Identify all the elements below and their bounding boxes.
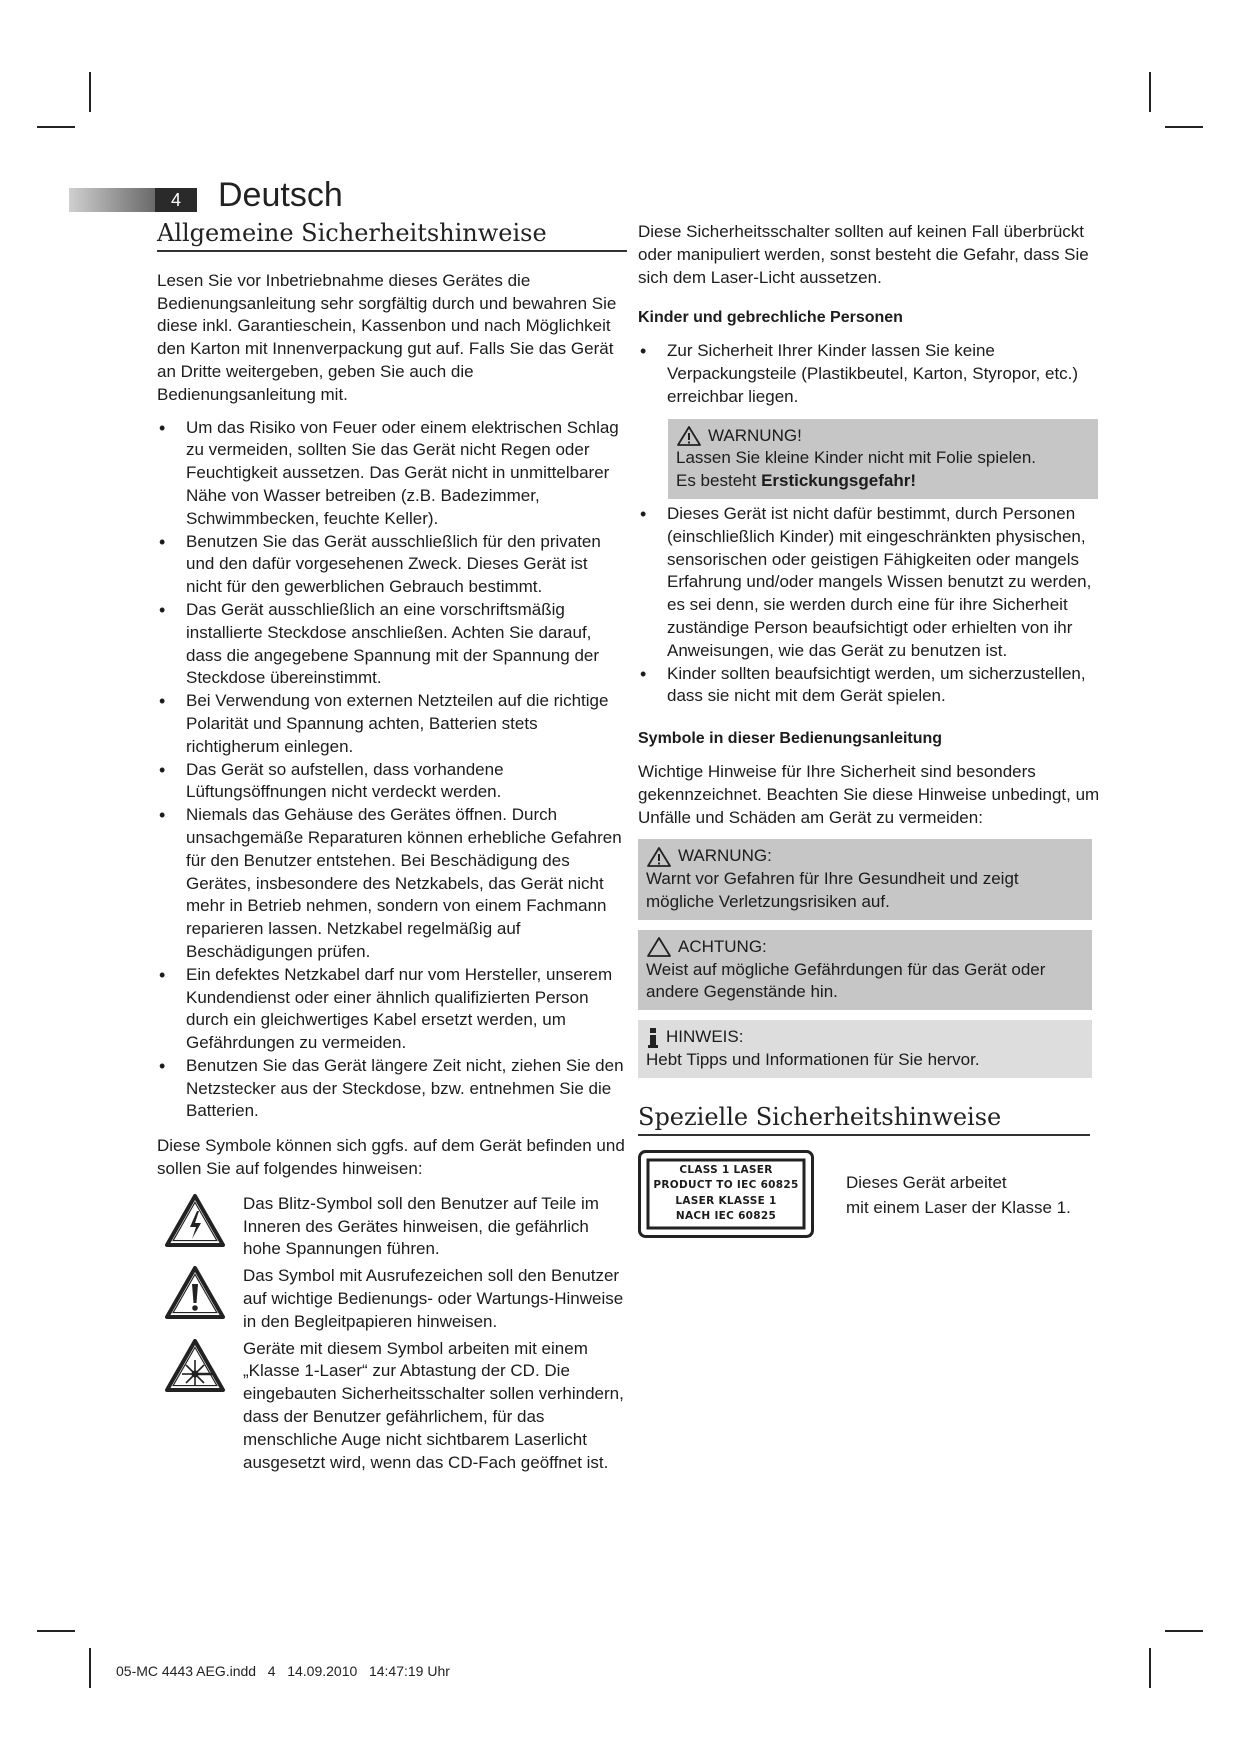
crop-mark: [1165, 1630, 1203, 1632]
warning-line1: Lassen Sie kleine Kinder nicht mit Folie spielen.: [676, 448, 1037, 468]
list-item: • Das Gerät ausschließlich an eine vorschriftsmäßig installierte Steckdose anschließen. Achten Sie darauf, dass die angegebene Spannung mit der Spannung der Steckdose übereinstimmt.: [157, 599, 627, 690]
crop-mark: [1165, 126, 1203, 128]
crop-mark: [37, 1630, 75, 1632]
legend-warning-title: [646, 845, 1084, 868]
warning-title-text: WARNUNG!: [708, 425, 802, 445]
info-icon: [646, 1027, 660, 1049]
legend-caution-title-text: ACHTUNG:: [678, 936, 767, 956]
laser-row: [638, 1150, 1108, 1238]
children-heading: Kinder und gebrechliche Personen: [638, 309, 903, 327]
legend-warning-text: Warnt vor Gefahren für Ihre Gesundheit und zeigt mögliche Verletzungsrisiken auf.: [646, 869, 1019, 911]
warning-line2-prefix: Es besteht: [676, 471, 762, 491]
list-item: • Dieses Gerät ist nicht dafür bestimmt, durch Personen (einschließlich Kinder) mit eingeschränkten physischen, sensorischen oder geistigen Fähigkeiten oder mangels Erfahrung und/oder mangels Wissen benutzt zu werden, es sei denn, sie werden durch eine für ihre Sicherheit zuständige Person beaufsichtigt oder erhielten von ihr Anweisungen, wie das Gerät zu benutzen ist.: [638, 503, 1108, 663]
crop-mark: [1149, 1648, 1151, 1688]
crop-mark: [89, 72, 91, 112]
exclamation-warning-icon: [157, 1265, 233, 1321]
list-item: • Benutzen Sie das Gerät ausschließlich für den privaten und den dafür vorgesehenen Zweck. Dieses Gerät ist nicht für den gewerblichen Gebrauch bestimmt.: [157, 531, 627, 599]
symbols-paragraph: Wichtige Hinweise für Ihre Sicherheit sind besonders gekennzeichnet. Beachten Sie diese Hinweise unbedingt, um Unfälle und Schäden am Gerät zu vermeiden:: [638, 761, 1100, 827]
legend-note-box: [638, 1020, 1092, 1078]
list-item: • Bei Verwendung von externen Netzteilen auf die richtige Polarität und Spannung achten, Batterien stets richtigherum einlegen.: [157, 690, 627, 758]
warning-triangle-icon: [646, 846, 672, 868]
special-safety-heading: Spezielle Sicherheitshinweise: [638, 1104, 1090, 1136]
list-item: • Ein defektes Netzkabel darf nur vom Hersteller, unserem Kundendienst oder einer ähnlich qualifizierten Person durch ein gleichwertiges Kabel ersetzt werden, um Gefährdungen zu vermeiden.: [157, 964, 627, 1055]
list-item: • Kinder sollten beaufsichtigt werden, um sicherzustellen, dass sie nicht mit dem Gerät spielen.: [638, 663, 1108, 709]
legend-warning-box: [638, 839, 1092, 919]
list-item: • Benutzen Sie das Gerät längere Zeit nicht, ziehen Sie den Netzstecker aus der Steckdose, bzw. entnehmen Sie die Batterien.: [157, 1055, 627, 1123]
lightning-warning-icon: [157, 1193, 233, 1249]
laser-text-line1: Dieses Gerät arbeitet: [846, 1172, 1007, 1192]
language-title: Deutsch: [218, 176, 343, 214]
intro-paragraph: Lesen Sie vor Inbetriebnahme dieses Gerätes die Bedienungsanleitung sehr sorgfältig durch und bewahren Sie diese inkl. Garantieschein, Kassenbon und nach Möglichkeit den Karton mit Innenverpackung gut auf. Falls Sie das Gerät an Dritte weitergeben, geben Sie auch die Bedienungsanleitung mit.: [157, 270, 617, 404]
laser-warning-icon: [157, 1338, 233, 1394]
legend-note-text: Hebt Tipps und Informationen für Sie hervor.: [646, 1049, 980, 1069]
children-list: [638, 340, 1108, 408]
laser-text-line2: mit einem Laser der Klasse 1.: [846, 1197, 1071, 1217]
laser-label-line2: PRODUCT TO IEC 60825: [653, 1179, 799, 1191]
page-number: 4: [155, 188, 197, 212]
list-item: • Das Gerät so aufstellen, dass vorhandene Lüftungsöffnungen nicht verdeckt werden.: [157, 759, 627, 805]
crop-mark: [1149, 72, 1151, 112]
symbol-text: Das Blitz-Symbol soll den Benutzer auf Teile im Inneren des Gerätes hinweisen, die gefährlich hohe Spannungen führen.: [243, 1193, 599, 1259]
crop-mark: [37, 126, 75, 128]
laser-label-line3: LASER KLASSE 1: [675, 1194, 777, 1207]
symbol-text: Das Symbol mit Ausrufezeichen soll den Benutzer auf wichtige Bedienungs- oder Wartungs-Hinweise in den Begleitpapieren hinweisen.: [243, 1266, 624, 1331]
legend-note-title: [646, 1026, 1084, 1049]
list-item: • Um das Risiko von Feuer oder einem elektrischen Schlag zu vermeiden, sollten Sie das Gerät nicht Regen oder Feuchtigkeit aussetzen. Das Gerät nicht in unmittelbarer Nähe von Wasser betreiben (z.B. Badezimmer, Schwimmbecken, feuchte Keller).: [157, 417, 627, 531]
list-item: • Zur Sicherheit Ihrer Kinder lassen Sie keine Verpackungsteile (Plastikbeutel, Karton, Styropor, etc.) erreichbar liegen.: [638, 340, 1108, 408]
symbol-row: [157, 1265, 627, 1333]
left-column: [157, 220, 627, 1474]
symbol-text: Geräte mit diesem Symbol arbeiten mit einem „Klasse 1-Laser“ zur Abtastung der CD. Die eingebauten Sicherheitsschalter sollen verhindern, dass der Benutzer gefährlichem, für das menschliche Auge nicht sichtbarem Laserlicht ausgesetzt wird, wenn das CD-Fach geöffnet ist.: [243, 1338, 624, 1472]
list-item: • Niemals das Gehäuse des Gerätes öffnen. Durch unsachgemäße Reparaturen können erhebliche Gefahren für den Benutzer entstehen. Bei Beschädigung des Gerätes, insbesondere des Netzkabels, das Gerät nicht mehr in Betrieb nehmen, sondern von einem Fachmann reparieren lassen. Netzkabel regelmäßig auf Beschädigungen prüfen.: [157, 804, 627, 964]
legend-caution-box: [638, 930, 1092, 1010]
general-safety-heading: Allgemeine Sicherheitshinweise: [157, 220, 627, 252]
right-column: [638, 220, 1108, 1238]
warning-box: [668, 419, 1098, 499]
print-footer: 05-MC 4443 AEG.indd 4 14.09.2010 14:47:19 Uhr: [116, 1663, 450, 1679]
laser-label-line1: CLASS 1 LASER: [679, 1163, 773, 1176]
laser-class-label: [638, 1150, 814, 1238]
warning-line2-bold: Erstickungsgefahr!: [761, 471, 916, 491]
warning-triangle-icon: [676, 425, 702, 447]
legend-caution-text: Weist auf mögliche Gefährdungen für das Gerät oder andere Gegenstände hin.: [646, 959, 1046, 1002]
legend-caution-title: [646, 936, 1084, 959]
warning-box-title: [676, 425, 1090, 448]
warning-line2: [676, 470, 1090, 493]
legend-note-title-text: HINWEIS:: [666, 1027, 744, 1047]
general-safety-list: [157, 417, 627, 1124]
legend-warning-title-text: WARNUNG:: [678, 846, 772, 866]
laser-description: [814, 1150, 1071, 1220]
laser-label-line4: NACH IEC 60825: [675, 1210, 777, 1222]
caution-triangle-icon: [646, 936, 672, 958]
symbol-row: [157, 1193, 627, 1261]
switch-paragraph: Diese Sicherheitsschalter sollten auf keinen Fall überbrückt oder manipuliert werden, sonst besteht die Gefahr, dass Sie sich dem Laser-Licht aussetzen.: [638, 222, 1089, 287]
symbols-heading: Symbole in dieser Bedienungsanleitung: [638, 730, 943, 748]
symbol-row: [157, 1338, 627, 1475]
symbols-intro: Diese Symbole können sich ggfs. auf dem Gerät befinden und sollen Sie auf folgendes hinweisen:: [157, 1136, 625, 1179]
children-list-continued: [638, 503, 1108, 708]
crop-mark: [89, 1648, 91, 1688]
